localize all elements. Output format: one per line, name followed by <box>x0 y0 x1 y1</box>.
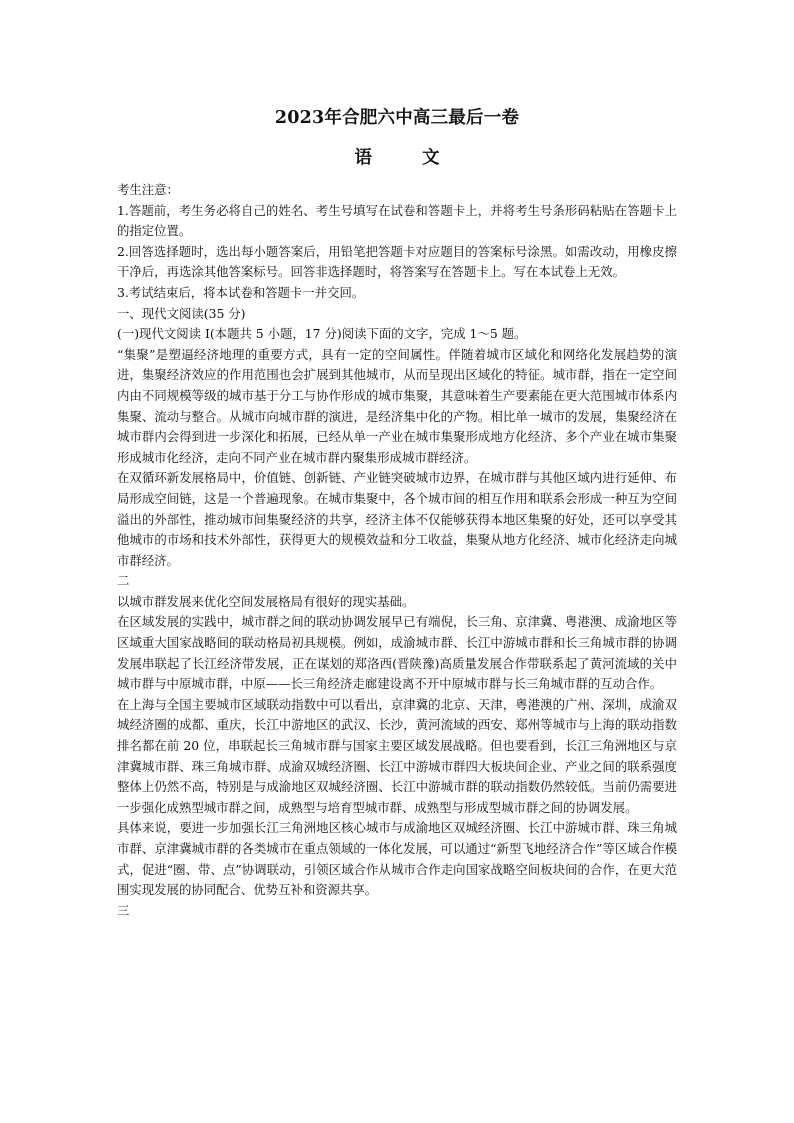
notice-item-1: 1.答题前，考生务必将自己的姓名、考生号填写在试卷和答题卡上，并将考生号条形码粘贴在答题卡上的指定位置。 <box>117 202 677 239</box>
passage-paragraph: 在区域发展的实践中，城市群之间的联动协调发展早已有端倪，长三角、京津冀、粤港澳、成渝地区等区域重大国家战略间的联动格局初具规模。例如，成渝城市群、长江中游城市群和长三角城市群的协调发展串联起了长江经济带发展，正在谋划的郑洛西(晋陕豫)高质量发展合作带联系起了黄河流域的关中城市群与中原城市群，中原——长三角经济走廊建设离不开中原城市群与长三角城市群的互动合作。 <box>117 614 677 692</box>
section-subheading: (一)现代文阅读 I(本题共 5 小题，17 分)阅读下面的文字，完成 1～5 题。 <box>117 326 527 342</box>
exam-title: 2023年合肥六中高三最后一卷 <box>274 108 520 128</box>
notice-item-2: 2.回答选择题时，选出每小题答案后，用铅笔把答题卡对应题目的答案标号涂黑。如需改动，用橡皮擦干净后，再选涂其他答案标号。回答非选择题时，将答案写在答题卡上。写在本试卷上无效。 <box>117 243 677 280</box>
passage-paragraph: 以城市群发展来优化空间发展格局有很好的现实基础。 <box>117 593 415 609</box>
notice-item-3: 3.考试结束后，将本试卷和答题卡一并交回。 <box>117 284 365 300</box>
passage-paragraph: 在双循环新发展格局中，价值链、创新链、产业链突破城市边界，在城市群与其他区域内进行延伸、布局形成空间链，这是一个普遍现象。在城市集聚中，各个城市间的相互作用和联系会形成一种互为空间溢出的外部性，推动城市间集聚经济的共享，经济主体不仅能够获得本地区集聚的好处，还可以享受其他城市的市场和技术外部性，获得更大的规模效益和分工收益，集聚从地方化经济、城市化经济走向城市群经济。 <box>117 470 677 568</box>
subject-title: 语 文 <box>354 148 462 168</box>
passage-paragraph: 具体来说，要进一步加强长江三角洲地区核心城市与成渝地区双城经济圈、长江中游城市群、珠三角城市群、京津冀城市群的各类城市在重点领域的一体化发展，可以通过“新型飞地经济合作”等区域合作模式，促进“圈、带、点”协调联动，引领区域合作从城市合作走向国家战略空间板块间的合作，在更大范围实现发展的协同配合、优势互补和资源共享。 <box>117 820 677 898</box>
part-divider-3: 三 <box>117 902 130 918</box>
notice-heading: 考生注意： <box>117 182 179 197</box>
part-divider-2: 二 <box>117 573 130 589</box>
passage-paragraph: “集聚”是塑逼经济地理的重要方式，具有一定的空间属性。伴随着城市区域化和网络化发展趋势的演进，集聚经济效应的作用范围也会扩展到其他城市，从而呈现出区域化的特征。城市群，指在一定空间内由不同规模等级的城市基于分工与协作形成的城市集聚，其意味着生产要素能在更大范围城市体系内集聚、流动与整合。从城市向城市群的演进，是经济集中化的产物。相比单一城市的发展，集聚经济在城市群内会得到进一步深化和拓展，已经从单一产业在城市集聚形成地方化经济、多个产业在城市集聚形成城市化经济，走向不同产业在城市群内聚集形成城市群经济。 <box>117 346 677 465</box>
section-heading: 一、现代文阅读(35 分) <box>117 305 246 321</box>
exam-body <box>117 180 677 921</box>
passage-paragraph: 在上海与全国主要城市区域联动指数中可以看出，京津冀的北京、天津，粤港澳的广州、深圳，成渝双城经济圈的成都、重庆，长江中游地区的武汉、长沙，黄河流域的西安、郑州等城市与上海的联动指数排名都在前 20 位，串联起长三角城市群与国家主要区域发展战略。但也要看到，长江三角洲地区与京津冀城市群、珠三角城市群、成渝双城经济圈、长江中游城市群四大板块间企业、产业之间的联系强度整体上仍然不高，特别是与成渝地区双城经济圈、长江中游城市群的联动指数仍然较低。当前仍需要进一步强化成熟型城市群之间，成熟型与培育型城市群、成熟型与形成型城市群之间的协调发展。 <box>117 696 677 815</box>
